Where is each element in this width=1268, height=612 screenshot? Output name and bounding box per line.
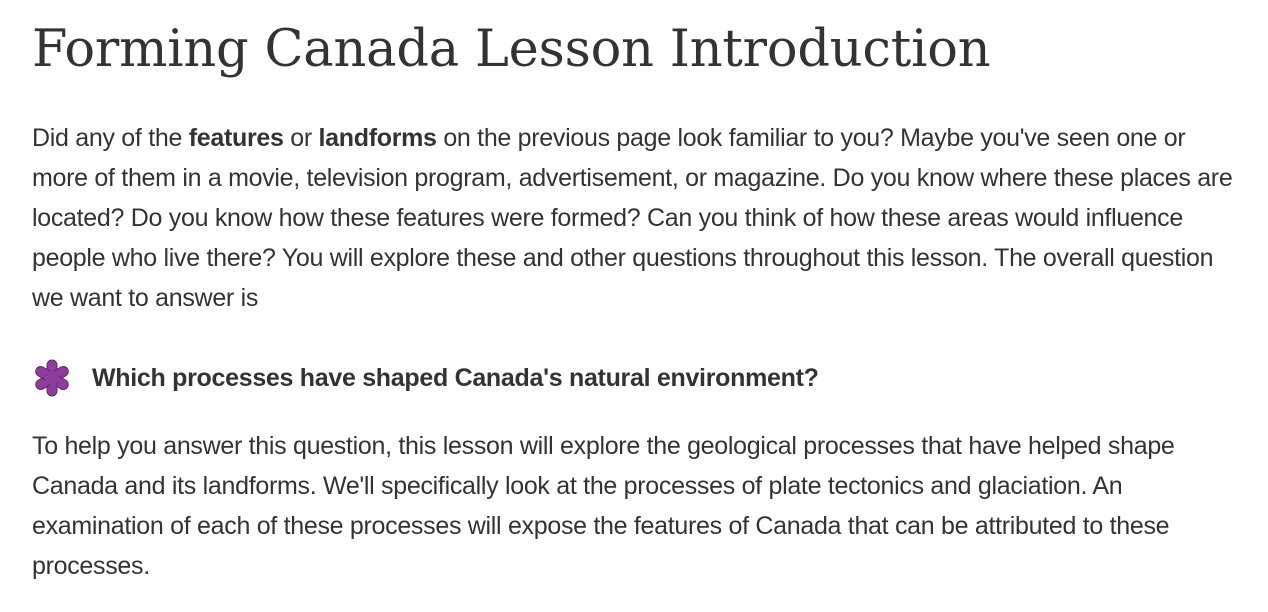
purple-asterisk-icon xyxy=(32,358,72,398)
intro-text-2: or xyxy=(283,124,319,152)
key-question xyxy=(32,354,1236,402)
page-title: Forming Canada Lesson Introduction xyxy=(32,20,991,79)
intro-text-1: Did any of the xyxy=(32,124,189,152)
intro-bold-features: features xyxy=(188,124,284,152)
explanation-paragraph: To help you answer this question, this lesson will explore the geological processes that have helped shape Canada and its landforms. We'll specifically look at the processes of plate tectonics and glaciation. An examination of each of these processes will expose the features of Canada that can be attributed to these processes. xyxy=(32,432,1175,580)
intro-bold-landforms: landforms xyxy=(318,124,437,152)
intro-paragraph xyxy=(32,118,1236,318)
key-question-text: Which processes have shaped Canada's natural environment? xyxy=(92,364,819,392)
intro-text-3: on the previous page look familiar to you? Maybe you've seen one or more of them in a movie, television program, advertisement, or magazine. Do you know where these places are located? Do you know how these features were formed? Can you think of how these areas would influence people who live there? You will explore these and other questions throughout this lesson. The overall question we want to answer is xyxy=(32,124,1233,312)
